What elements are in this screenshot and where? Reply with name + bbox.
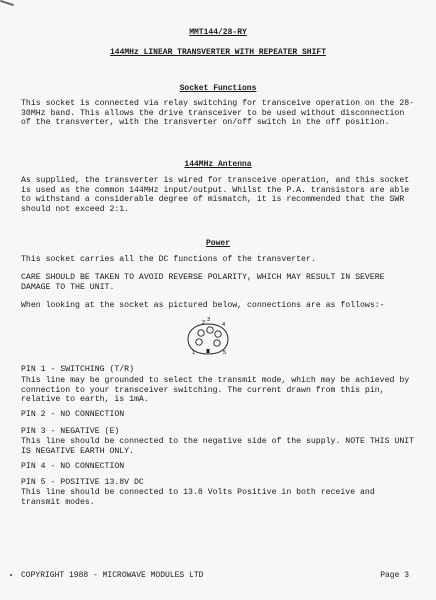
socket-functions-paragraph: This socket is connected via relay switching for transceive operation on the 28-30MHz band. This allows the drive transceiver to be used without disconnection of the transverter, with the transverter on/off switch in the off position. bbox=[21, 99, 415, 128]
pin-5-title: PIN 5 - POSITIVE 13.8V DC bbox=[21, 478, 144, 487]
socket-pin-1 bbox=[196, 339, 202, 345]
power-intro: When looking at the socket as pictured below, connections are as follows:- bbox=[21, 301, 385, 310]
socket-pin-5 bbox=[214, 340, 220, 346]
section-heading-power: Power bbox=[205, 239, 230, 248]
scan-mark bbox=[0, 0, 14, 6]
pin-3-title: PIN 3 - NEGATIVE (E) bbox=[21, 427, 120, 436]
footer-copyright: COPYRIGHT 1988 - MICROWAVE MODULES LTD bbox=[21, 571, 204, 580]
section-heading-socket-functions: Socket Functions bbox=[179, 84, 257, 93]
socket-label-2: 2 bbox=[202, 320, 206, 326]
footer-page-number: Page 3 bbox=[380, 571, 409, 580]
pin-1-title: PIN 1 - SWITCHING (T/R) bbox=[21, 365, 135, 374]
socket-key bbox=[207, 349, 210, 353]
section-heading-antenna: 144MHz Antenna bbox=[184, 160, 252, 169]
socket-diagram bbox=[178, 316, 238, 360]
pin-1-description: This line may be grounded to select the transmit mode, which may be achieved by connection to your transceiver switching. The current drawn from this pin, relative to earth, is 1mA. bbox=[21, 376, 410, 405]
document-subtitle: 144MHz LINEAR TRANSVERTER WITH REPEATER SHIFT bbox=[109, 48, 327, 57]
power-paragraph: This socket carries all the DC functions of the transverter. bbox=[21, 255, 316, 264]
socket-label-3: 3 bbox=[207, 317, 211, 323]
pin-5-description: This line should be connected to 13.8 Volts Positive in both receive and transmit modes. bbox=[21, 488, 375, 507]
socket-label-1: 1 bbox=[192, 350, 196, 356]
socket-pin-3 bbox=[207, 327, 213, 333]
pin-3-description: This line should be connected to the negative side of the supply. NOTE THIS UNIT IS NEGATIVE EARTH ONLY. bbox=[21, 437, 415, 456]
socket-pin-4 bbox=[215, 331, 221, 337]
socket-label-5: 5 bbox=[223, 350, 227, 356]
antenna-paragraph: As supplied, the transverter is wired for transceive operation, and this socket is used as the common 144MHz input/output. Whilst the P.A. transistors are able to withstand a considerable degree of mismatch, it is recommended that the SWR should not exceed 2:1. bbox=[21, 176, 410, 214]
pin-2-title: PIN 2 - NO CONNECTION bbox=[21, 410, 125, 419]
document-header: MMT144/28-RY bbox=[189, 28, 247, 37]
pin-4-title: PIN 4 - NO CONNECTION bbox=[21, 462, 125, 471]
socket-label-4: 4 bbox=[222, 322, 226, 328]
power-caution: CARE SHOULD BE TAKEN TO AVOID REVERSE POLARITY, WHICH MAY RESULT IN SEVERE DAMAGE TO THE UNIT. bbox=[21, 273, 385, 292]
socket-pin-2 bbox=[198, 330, 204, 336]
scan-mark-footer bbox=[10, 574, 12, 576]
